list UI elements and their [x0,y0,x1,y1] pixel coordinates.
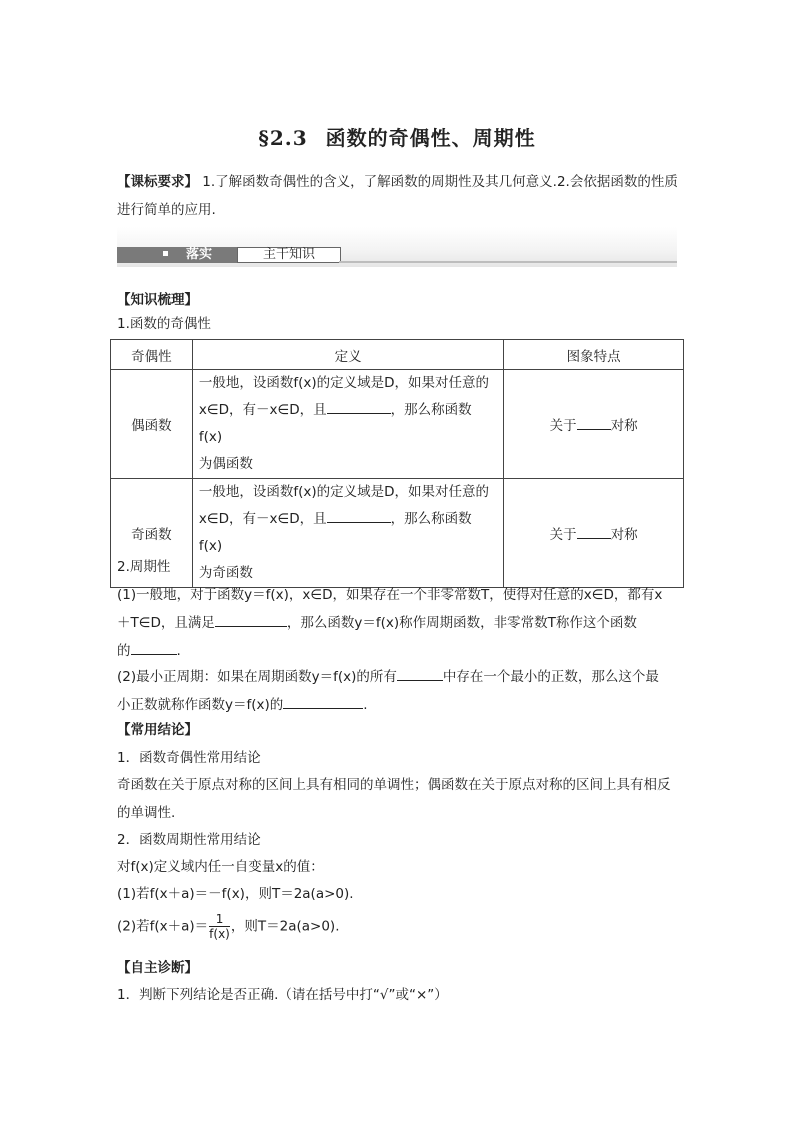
item-parity-title: 1.函数的奇偶性 [117,316,211,332]
def-line [199,397,497,451]
square-bullet-icon [163,251,168,256]
section-title: 函数的奇偶性、周期性 [325,126,536,150]
feature-text: 对称 [610,418,638,434]
table-header: 图象特点 [504,340,684,370]
banner-light-label: 主干知识 [262,247,315,262]
def-line: 为偶函数 [198,456,253,472]
table-header: 定义 [192,340,503,370]
requirements-label: 【课标要求】 [117,174,198,190]
conclusion-2-intro: 对f(x)定义域内任一自变量x的值： [117,859,324,875]
text-span: 中存在一个最小的正数，那么这个最 [442,669,659,685]
periodicity-paragraph-2 [117,663,679,719]
def-line: 为奇函数 [198,565,253,581]
text-span: (2)最小正周期：如果在周期函数y＝f(x)的所有 [117,669,397,685]
text-span: . [176,643,181,659]
feature-text: 关于 [549,527,577,543]
fill-blank[interactable] [283,694,363,709]
fill-blank[interactable] [327,508,391,523]
row-name: 偶函数 [111,370,193,479]
def-line: 一般地，设函数f(x)的定义域是D，如果对任意的 [198,375,490,391]
fill-blank[interactable] [327,399,391,414]
parity-table [110,339,684,588]
conclusion-2-item-2 [117,912,679,941]
text-span: (2)若f(x＋a)＝ [117,918,209,935]
def-text: x∈D，有－x∈D，且 [198,511,327,527]
conclusion-2-title: 2．函数周期性常用结论 [117,832,261,848]
row-feature [504,370,684,479]
conclusion-1-text: 奇函数在关于原点对称的区间上具有相同的单调性；偶函数在关于原点对称的区间上具有相反的单调性. [117,777,671,821]
text-line [117,637,679,665]
course-requirements [117,168,679,224]
fraction-denominator: f(x) [209,927,230,941]
requirements-text: 1.了解函数奇偶性的含义，了解函数的周期性及其几何意义.2.会依据函数的性质进行简单的应用. [117,174,678,218]
text-span: ，则T＝2a(a>0). [230,918,340,935]
banner-divider [339,261,677,263]
fill-blank[interactable] [131,640,177,655]
fraction-numerator: 1 [209,912,230,927]
text-span: 的 [117,643,131,659]
page-title [0,122,794,151]
table-header: 奇偶性 [111,340,193,370]
banner-dark-tab [117,247,237,263]
def-text: ，那么称函数 f(x) [198,511,472,554]
item-periodicity-title: 2.周期性 [117,559,171,575]
diagnosis-question-1: 1．判断下列结论是否正确.（请在括号中打“√”或“×”） [117,987,448,1003]
fill-blank[interactable] [397,666,443,681]
text-span: ，那么函数y＝f(x)称作周期函数，非零常数T称作这个函数 [286,615,637,631]
conclusion-2-item-1: (1)若f(x＋a)＝－f(x)，则T＝2a(a>0). [117,886,354,902]
text-span: . [363,697,368,713]
fill-blank[interactable] [577,415,611,430]
text-line: (1)一般地，对于函数y＝f(x)，x∈D，如果存在一个非零常数T，使得对任意的x∈D，都有x [117,587,663,603]
table-header-row [111,340,684,370]
banner-dark-label: 落实 [186,247,213,262]
conclusion-1-title: 1．函数奇偶性常用结论 [117,750,261,766]
def-line: 一般地，设函数f(x)的定义域是D，如果对任意的 [198,484,490,500]
table-row [111,370,684,479]
text-line [117,663,679,691]
feature-text: 对称 [610,527,638,543]
knowledge-heading: 【知识梳理】 [117,292,198,308]
diagnosis-heading: 【自主诊断】 [117,960,198,976]
periodicity-paragraph-1 [117,581,679,665]
fill-blank[interactable] [577,524,611,539]
def-text: ，那么称函数 f(x) [198,402,472,445]
def-text: x∈D，有－x∈D，且 [198,402,327,418]
text-line [117,609,679,637]
conclusions-heading: 【常用结论】 [117,722,198,738]
def-line [199,506,497,560]
section-banner [117,227,677,267]
row-definition [192,370,503,479]
feature-text: 关于 [549,418,577,434]
section-number: §2.3 [258,126,308,150]
row-name: 奇函数 [111,479,193,588]
text-line [117,691,679,719]
banner-light-tab [237,247,341,263]
text-span: ＋T∈D，且满足 [117,615,215,631]
text-span: 小正数就称作函数y＝f(x)的 [117,697,284,713]
fill-blank[interactable] [215,612,287,627]
fraction [209,912,230,941]
